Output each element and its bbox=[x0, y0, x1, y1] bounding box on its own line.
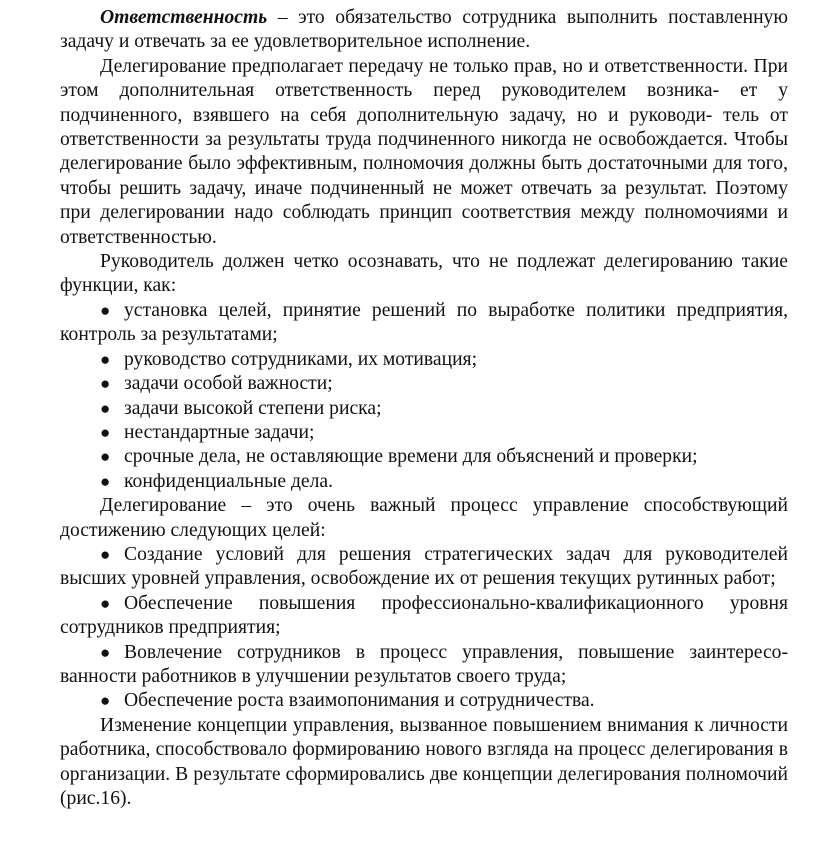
list-item bbox=[60, 543, 788, 592]
bullet-dot-icon: ● bbox=[100, 300, 111, 320]
list-item bbox=[60, 348, 788, 372]
list-item bbox=[60, 299, 788, 348]
term-responsibility: Ответственность bbox=[100, 7, 268, 28]
list-item bbox=[60, 372, 788, 396]
list-item-text: задачи высокой степени риска; bbox=[124, 397, 382, 419]
list-item-text: нестандартные задачи; bbox=[124, 421, 315, 443]
list-item-text: срочные дела, не оставляющие времени для объяснений и проверки; bbox=[124, 446, 698, 468]
list-item-text: Обеспечение роста взаимопонимания и сотрудничества. bbox=[124, 690, 595, 712]
non-delegable-functions-list bbox=[60, 299, 788, 494]
list-item-text: конфиденциальные дела. bbox=[124, 470, 333, 492]
bullet-dot-icon: ● bbox=[100, 349, 111, 369]
bullet-dot-icon: ● bbox=[100, 471, 111, 491]
paragraph-delegation-responsibility: Делегирование предполагает передачу не только прав, но и ответственности. При этом дополнительная ответственность перед руководителем возника- ет у подчиненного, взявшего на себя дополнительную задачу, но и руководи- тель от ответственности за результаты труда подчиненного никогда не освобождается. Чтобы делегирование было эффективным, полномочия должны быть достаточными для того, чтобы решить задачу, иначе подчиненный не может отвечать за результат. Поэтому при делегировании надо соблюдать принцип соответствия между полномочиями и ответственностью. bbox=[60, 55, 788, 248]
list-item-text: Обеспечение повышения профессионально-квалификационного уровня сотрудников предприятия; bbox=[60, 592, 788, 639]
list-item bbox=[60, 421, 788, 445]
bullet-dot-icon: ● bbox=[100, 642, 111, 662]
list-item bbox=[60, 445, 788, 469]
list-item bbox=[60, 592, 788, 641]
paragraph-delegation-goals-intro: Делегирование – это очень важный процесс управление способствующий достижению следующих целей: bbox=[60, 495, 788, 541]
paragraph-responsibility-definition bbox=[60, 6, 788, 55]
bullet-dot-icon: ● bbox=[100, 447, 111, 467]
bullet-dot-icon: ● bbox=[100, 398, 111, 418]
list-item-text: Создание условий для решения стратегических задач для руководителей высших уровней управления, освобождение их от решения текущих рутинных работ; bbox=[60, 543, 788, 590]
definition-text: – это обязательство сотрудника выполнить поставленную задачу и отвечать за ее удовлетворительное исполнение. bbox=[60, 7, 788, 53]
document-page bbox=[60, 6, 788, 811]
paragraph-concept-change: Изменение концепции управления, вызванное повышением внимания к личности работника, способствовало формированию нового взгляда на процесс делегирования в организации. В результате сформировались две концепции делегирования полномочий (рис.16). bbox=[60, 714, 788, 809]
list-item-text: Вовлечение сотрудников в процесс управления, повышение заинтересованности работников в улучшении результатов своего труда; bbox=[60, 641, 788, 687]
bullet-dot-icon: ● bbox=[100, 691, 111, 711]
bullet-dot-icon: ● bbox=[100, 544, 111, 564]
list-item bbox=[60, 689, 788, 713]
list-item bbox=[60, 397, 788, 421]
bullet-dot-icon: ● bbox=[100, 593, 111, 613]
paragraph-non-delegable-intro: Руководитель должен четко осознавать, что не подлежат делегированию такие функции, как: bbox=[60, 251, 788, 297]
list-item bbox=[60, 470, 788, 494]
list-item bbox=[60, 641, 788, 690]
delegation-goals-list bbox=[60, 543, 788, 714]
list-item-text: руководство сотрудниками, их мотивация; bbox=[124, 348, 478, 370]
list-item-text: задачи особой важности; bbox=[124, 373, 333, 395]
bullet-dot-icon: ● bbox=[100, 422, 111, 442]
list-item-text: установка целей, принятие решений по выработке политики предприятия, контроль за результатами; bbox=[60, 299, 788, 346]
bullet-dot-icon: ● bbox=[100, 374, 111, 394]
